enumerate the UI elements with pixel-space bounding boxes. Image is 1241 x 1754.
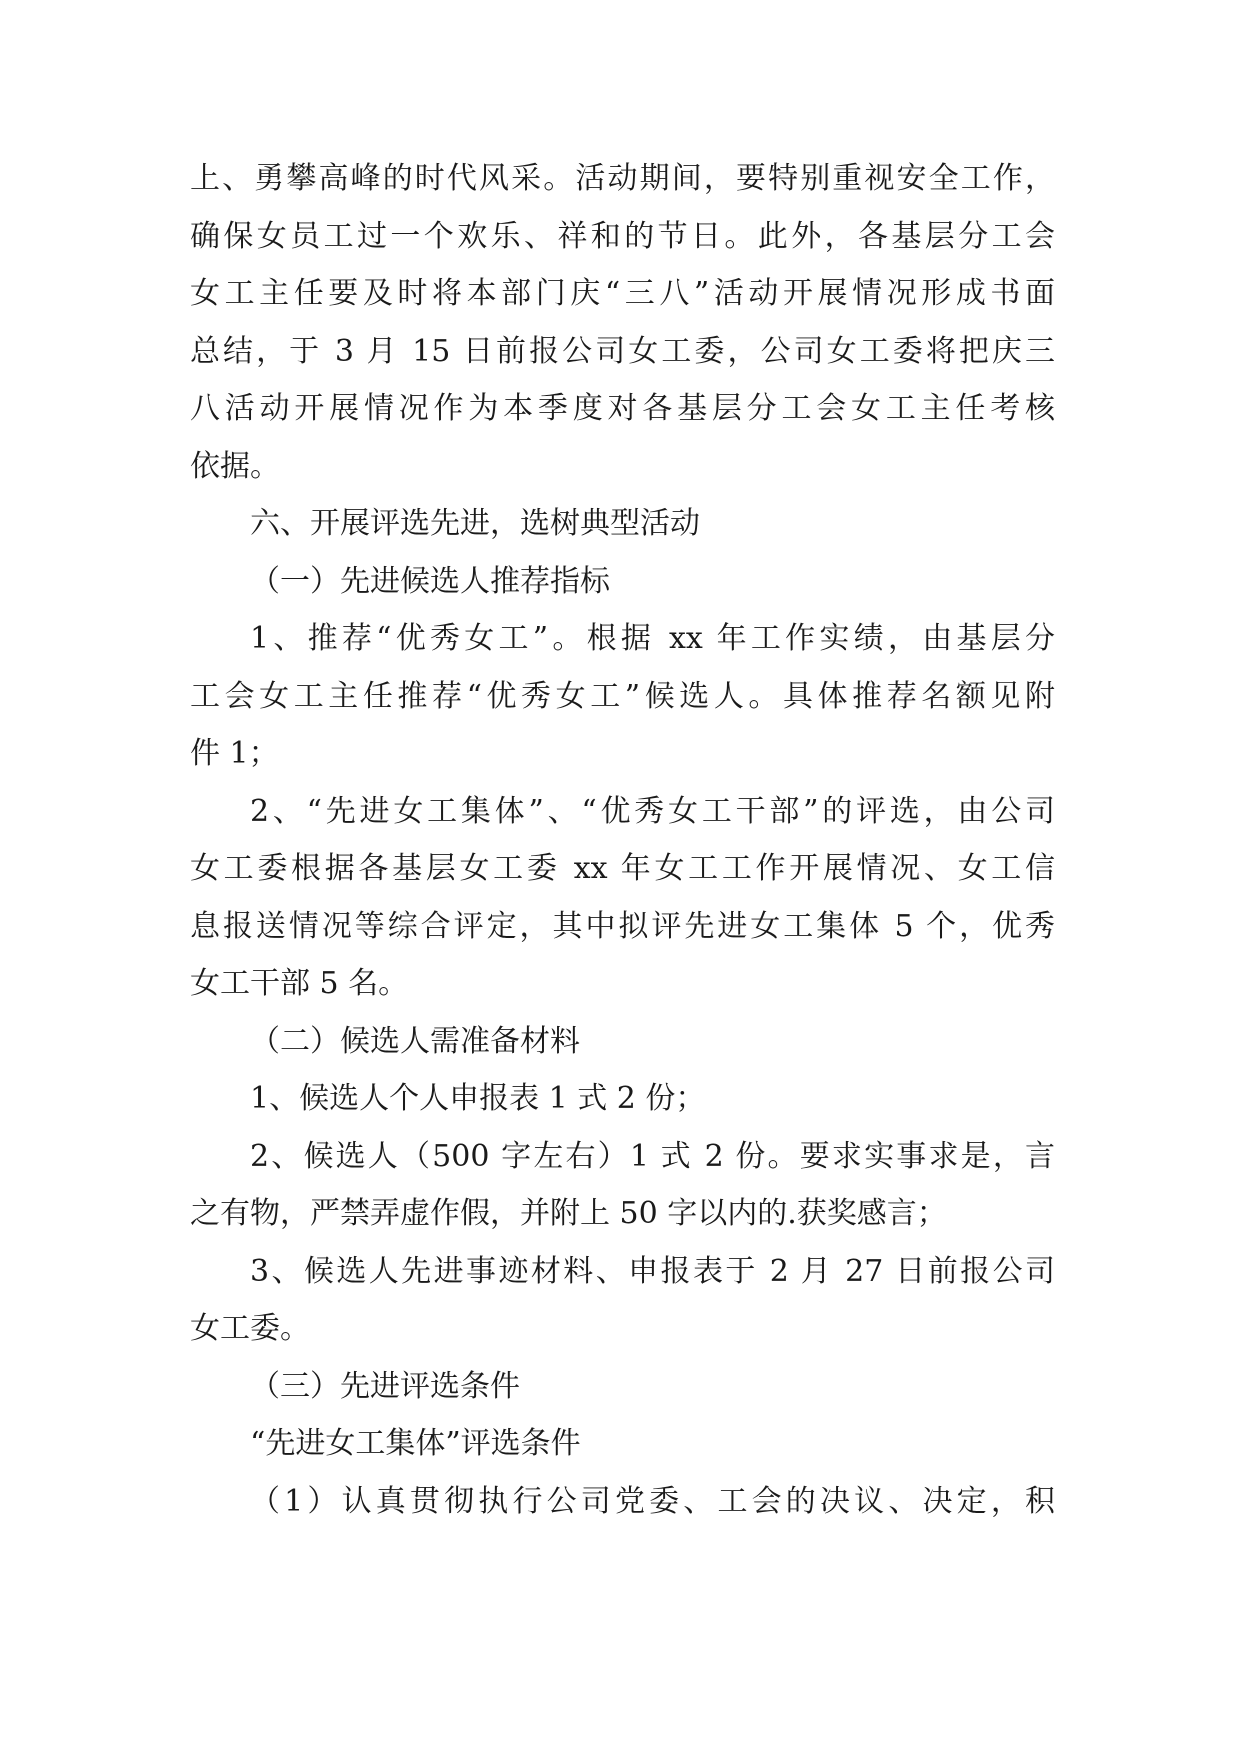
subsection-heading: （三）先进评选条件 <box>250 1368 520 1404</box>
text-line: “先进女工集体”评选条件 <box>250 1426 581 1461</box>
text-line: 女工干部 5 名。 <box>190 966 409 1001</box>
text-line: 总结，于 3 月 15 日前报公司女工委，公司女工委将把庆三 <box>190 333 1055 369</box>
text-line: 上、勇攀高峰的时代风采。活动期间，要特别重视安全工作， <box>190 161 1055 196</box>
text-line: 确保女员工过一个欢乐、祥和的节日。此外，各基层分工会 <box>190 218 1055 254</box>
section-heading: 六、开展评选先进，选树典型活动 <box>250 506 700 541</box>
text-line: 2、候选人（500 字左右）1 式 2 份。要求实事求是，言 <box>250 1138 1055 1174</box>
text-line: 2、“先进女工集体”、“优秀女工干部”的评选，由公司 <box>250 793 1055 829</box>
text-line: 1、候选人个人申报表 1 式 2 份； <box>250 1081 706 1116</box>
text-line: 之有物，严禁弄虚作假，并附上 50 字以内的.获奖感言； <box>190 1196 947 1231</box>
text-line: 1、推荐“优秀女工”。根据 xx 年工作实绩，由基层分 <box>250 621 1055 656</box>
subsection-heading: （一）先进候选人推荐指标 <box>250 563 610 599</box>
text-line: （1）认真贯彻执行公司党委、工会的决议、决定，积 <box>250 1483 1055 1519</box>
text-line: 女工主任要及时将本部门庆“三八”活动开展情况形成书面 <box>190 276 1055 311</box>
text-line: 息报送情况等综合评定，其中拟评先进女工集体 5 个，优秀 <box>190 908 1055 944</box>
text-line: 3、候选人先进事迹材料、申报表于 2 月 27 日前报公司 <box>250 1253 1055 1289</box>
text-line: 女工委。 <box>190 1311 310 1346</box>
text-line: 依据。 <box>190 448 280 484</box>
document-body <box>190 150 1055 1530</box>
text-line: 件 1； <box>190 736 279 771</box>
subsection-heading: （二）候选人需准备材料 <box>250 1023 580 1059</box>
text-line: 八活动开展情况作为本季度对各基层分工会女工主任考核 <box>190 391 1055 426</box>
text-line: 工会女工主任推荐“优秀女工”候选人。具体推荐名额见附 <box>190 678 1055 714</box>
text-line: 女工委根据各基层女工委 xx 年女工工作开展情况、女工信 <box>190 851 1055 886</box>
